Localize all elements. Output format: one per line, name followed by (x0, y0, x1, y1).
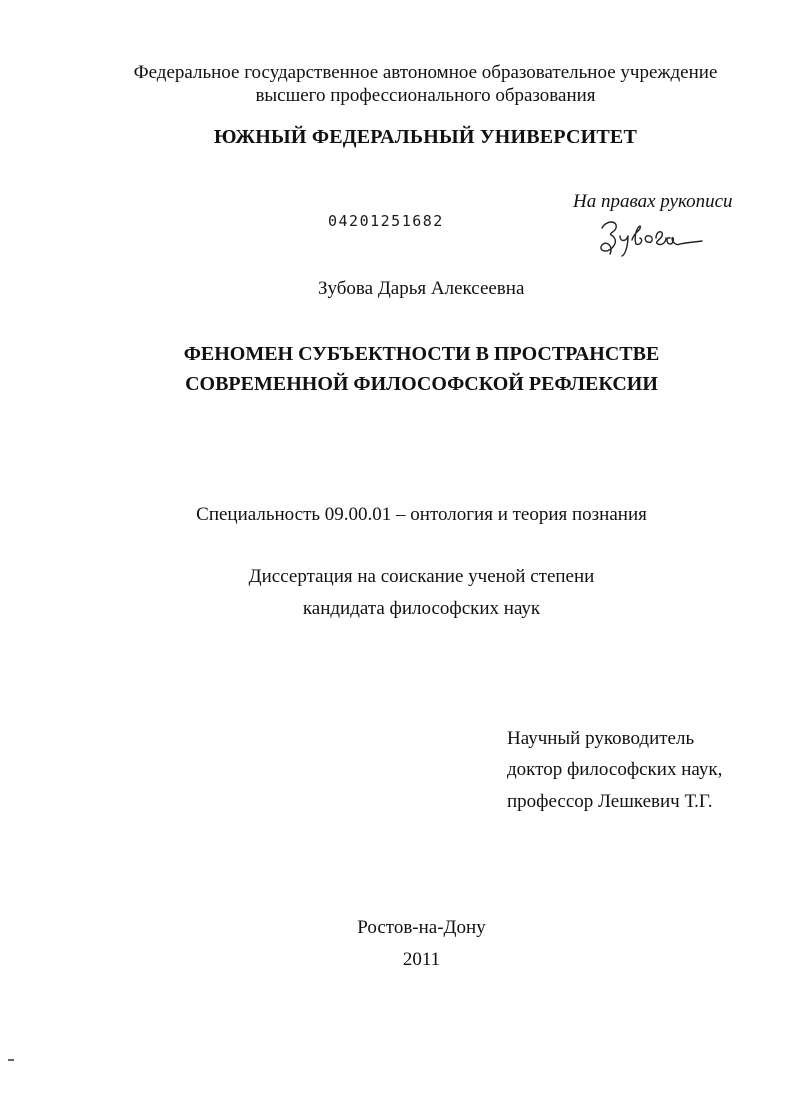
supervisor-degree: доктор философских наук, (507, 759, 723, 780)
scan-mark (8, 1059, 14, 1061)
organization-line-1: Федеральное государственное автономное образовательное учреждение (133, 62, 718, 83)
year: 2011 (402, 949, 441, 970)
degree-line-2: кандидата философских наук (302, 598, 541, 619)
city: Ростов-на-Дону (357, 917, 486, 938)
supervisor-name: профессор Лешкевич Т.Г. (507, 791, 713, 812)
organization-line-2: высшего профессионального образования (255, 85, 596, 106)
dissertation-title-line-2: СОВРЕМЕННОЙ ФИЛОСОФСКОЙ РЕФЛЕКСИИ (185, 373, 658, 395)
rights-note: На правах рукописи (573, 191, 733, 212)
university-name: ЮЖНЫЙ ФЕДЕРАЛЬНЫЙ УНИВЕРСИТЕТ (214, 126, 637, 148)
catalog-code: 04201251682 (328, 212, 444, 230)
specialty: Специальность 09.00.01 – онтология и теория познания (196, 504, 647, 525)
degree-line-1: Диссертация на соискание ученой степени (248, 566, 595, 587)
dissertation-title-line-1: ФЕНОМЕН СУБЪЕКТНОСТИ В ПРОСТРАНСТВЕ (183, 343, 660, 365)
author-name: Зубова Дарья Алексеевна (318, 278, 525, 299)
supervisor-label: Научный руководитель (507, 728, 695, 749)
signature-icon (596, 212, 706, 265)
